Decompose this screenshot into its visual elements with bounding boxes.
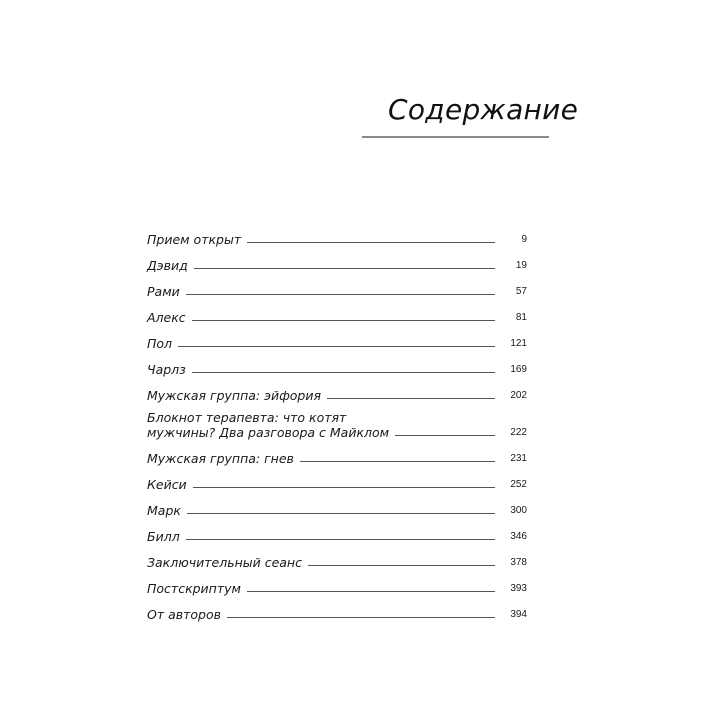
leader-line: [193, 487, 495, 488]
toc-entry-label: От авторов: [147, 607, 221, 622]
toc-page-number: 393: [510, 583, 527, 594]
toc-page-number: 252: [510, 479, 527, 490]
title-underline: [362, 136, 549, 138]
toc-entry-label: Марк: [147, 503, 181, 518]
toc-entry-label: Дэвид: [147, 258, 188, 273]
toc-page-number: 231: [510, 453, 527, 464]
toc-entry-label: Прием открыт: [147, 232, 242, 247]
toc-page-number: 121: [510, 338, 527, 349]
leader-line: [187, 513, 495, 514]
toc-entry-label: Мужская группа: гнев: [147, 451, 294, 466]
leader-line: [308, 565, 495, 566]
toc-entry: [147, 362, 527, 377]
toc-page-number: 222: [510, 427, 527, 438]
toc-page-number: 378: [510, 557, 527, 568]
toc-page-number: 169: [510, 364, 527, 375]
toc-entry: [147, 607, 527, 622]
toc-page-number: 300: [510, 505, 527, 516]
leader-line: [327, 398, 495, 399]
leader-line: [227, 617, 495, 618]
leader-line: [247, 591, 495, 592]
toc-entry: [147, 388, 527, 403]
page-title: Содержание: [388, 93, 579, 126]
toc-entry: [147, 310, 527, 325]
toc-entry-label: мужчины? Два разговора с Майклом: [147, 425, 390, 440]
toc-entry-label: Рами: [147, 284, 180, 299]
toc-entry: [147, 477, 527, 492]
leader-line: [186, 294, 495, 295]
leader-line: [178, 346, 495, 347]
toc-entry-label: Пол: [147, 336, 173, 351]
toc-entry-label: Кейси: [147, 477, 187, 492]
toc-entry: [147, 503, 527, 518]
leader-line: [192, 320, 495, 321]
toc-entry: [147, 284, 527, 299]
leader-line: [395, 435, 495, 436]
toc-entry-label-line1: Блокнот терапевта: что котят: [147, 410, 347, 425]
toc-entry-label: Заключительный сеанс: [147, 555, 302, 570]
toc-entry-label: Постскриптум: [147, 581, 241, 596]
toc-entry-label: Билл: [147, 529, 180, 544]
toc-entry: [147, 529, 527, 544]
leader-line: [192, 372, 495, 373]
toc-page-number: 57: [515, 286, 527, 297]
toc-page-number: 394: [510, 609, 527, 620]
leader-line: [194, 268, 495, 269]
toc-page-number: 19: [515, 260, 527, 271]
toc-page-number: 9: [521, 234, 527, 245]
toc-entry: [147, 336, 527, 351]
toc-page-number: 81: [515, 312, 527, 323]
leader-line: [300, 461, 495, 462]
toc-entry: [147, 555, 527, 570]
toc-page-number: 202: [510, 390, 527, 401]
toc-page-number: 346: [510, 531, 527, 542]
leader-line: [186, 539, 495, 540]
table-of-contents: [147, 226, 527, 622]
toc-entry-label: Алекс: [147, 310, 186, 325]
toc-entry-two-line: [147, 410, 527, 440]
toc-entry: [147, 258, 527, 273]
toc-entry: [147, 451, 527, 466]
toc-entry-label: Чарлз: [147, 362, 186, 377]
toc-entry: [147, 232, 527, 247]
toc-entry: [147, 581, 527, 596]
toc-entry-label: Мужская группа: эйфория: [147, 388, 322, 403]
leader-line: [247, 242, 495, 243]
